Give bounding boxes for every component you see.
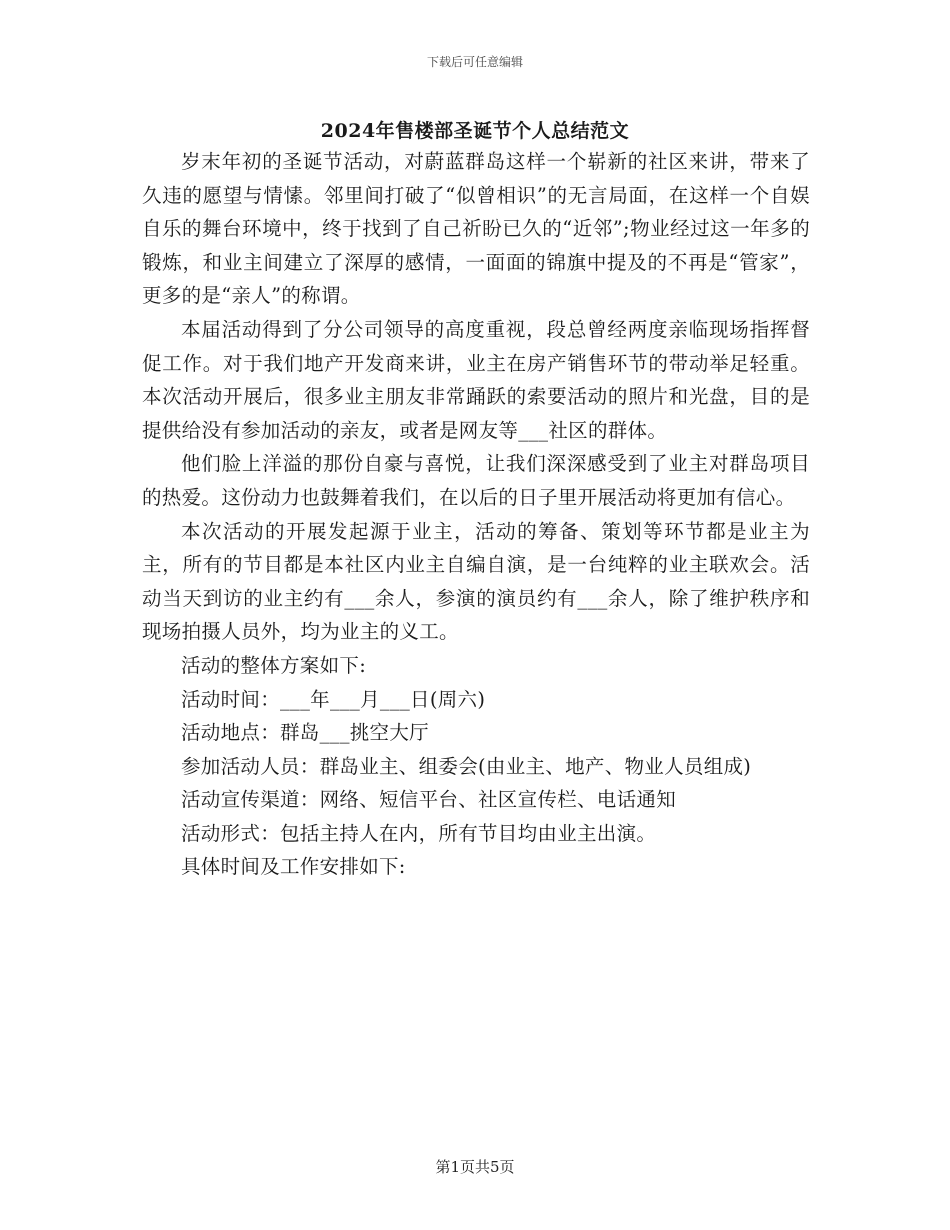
paragraph-activity-location: 活动地点：群岛___挑空大厅 <box>181 721 429 745</box>
paragraph-publicity-channels: 活动宣传渠道：网络、短信平台、社区宣传栏、电话通知 <box>181 788 677 812</box>
paragraph-organization: 本次活动的开展发起源于业主，活动的筹备、策划等环节都是业主为主，所有的节目都是本社区内业主自编自演，是一台纯粹的业主联欢会。活动当天到访的业主约有___余人，参演的演员约有___余人，除了维护秩序和现场拍摄人员外，均为业主的义工。 <box>142 519 810 644</box>
document-title: 2024年售楼部圣诞节个人总结范文 <box>320 120 630 142</box>
document-body <box>142 145 810 884</box>
paragraph-pride: 他们脸上洋溢的那份自豪与喜悦，让我们深深感受到了业主对群岛项目的热爱。这份动力也鼓舞着我们，在以后的日子里开展活动将更加有信心。 <box>142 452 810 509</box>
paragraph-plan-heading: 活动的整体方案如下: <box>181 653 367 677</box>
page-number: 第1页共5页 <box>435 1158 515 1176</box>
paragraph-intro: 岁末年初的圣诞节活动，对蔚蓝群岛这样一个崭新的社区来讲，带来了久违的愿望与情愫。邻里间打破了“似曾相识”的无言局面，在这样一个自娱自乐的舞台环境中，终于找到了自己祈盼已久的“近邻”;物业经过这一年多的锻炼，和业主间建立了深厚的感情，一面面的锦旗中提及的不再是“管家”，更多的是“亲人”的称谓。 <box>142 150 810 308</box>
paragraph-schedule-heading: 具体时间及工作安排如下: <box>181 855 406 879</box>
paragraph-participants: 参加活动人员：群岛业主、组委会(由业主、地产、物业人员组成) <box>181 754 752 778</box>
header-note: 下载后可任意编辑 <box>426 55 523 69</box>
paragraph-activity-time: 活动时间：___年___月___日(周六) <box>181 687 486 711</box>
paragraph-activity-format: 活动形式：包括主持人在内，所有节目均由业主出演。 <box>181 821 657 845</box>
paragraph-leadership: 本届活动得到了分公司领导的高度重视，段总曾经两度亲临现场指挥督促工作。对于我们地产开发商来讲，业主在房产销售环节的带动举足轻重。本次活动开展后，很多业主朋友非常踊跃的索要活动的照片和光盘，目的是提供给没有参加活动的亲友，或者是网友等___社区的群体。 <box>142 317 810 442</box>
